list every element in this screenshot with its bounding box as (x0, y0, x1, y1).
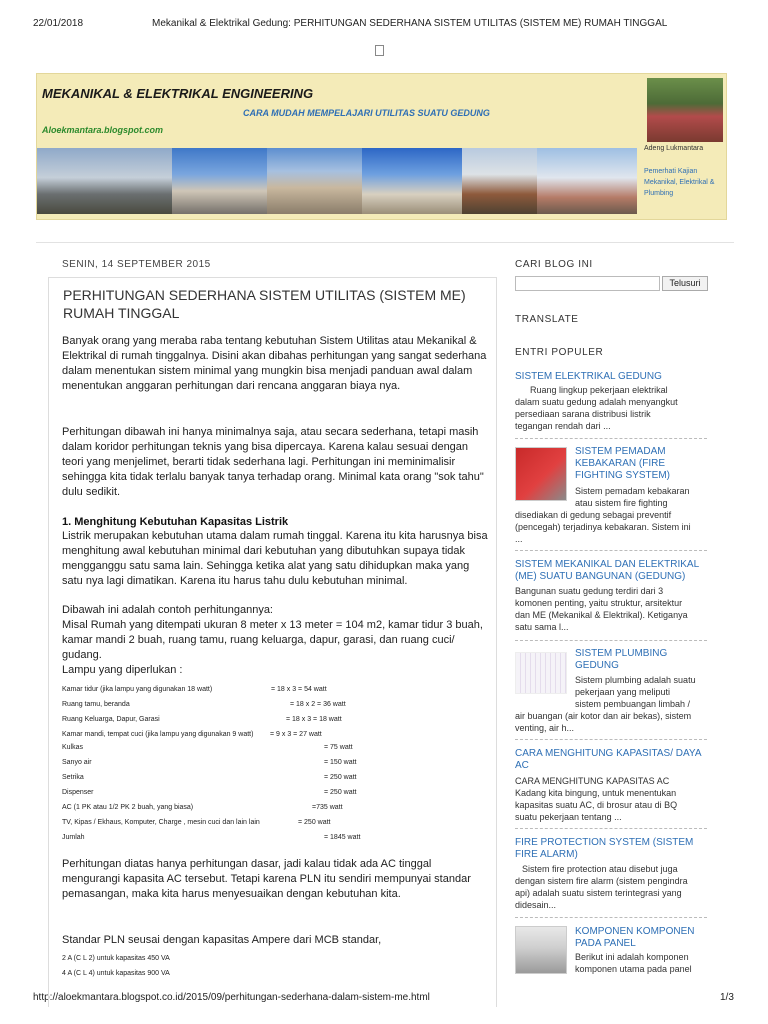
entry-divider (515, 550, 707, 551)
popular-post-link[interactable]: FIRE PROTECTION SYSTEM (SISTEM FIRE ALARM) (515, 837, 694, 860)
blog-url-text: Aloekmantara.blogspot.com (42, 125, 164, 135)
popular-post-link[interactable]: SISTEM PLUMBING GEDUNG (575, 648, 668, 671)
entry-divider (515, 640, 707, 641)
entry-divider (515, 828, 707, 829)
building-photo-2 (362, 148, 462, 214)
table-row: Ruang tamu, beranda = 18 x 2 = 36 watt (62, 701, 346, 708)
popular-post-snippet: Sistem plumbing adalah suatu pekerjaan yang meliputi sistem pembuangan limbah / air buangan (air kotor dan air bekas), sistem venting, air h... (515, 675, 696, 733)
search-heading: CARI BLOG INI (515, 259, 593, 270)
print-url: http://aloekmantara.blogspot.co.id/2015/09/perhitungan-sederhana-dalam-sistem-me.html (33, 992, 430, 1003)
blog-header-banner[interactable] (36, 73, 727, 220)
popular-post-link[interactable]: SISTEM PEMADAM KEBAKARAN (FIRE FIGHTING SYSTEM) (575, 446, 670, 481)
translate-heading: TRANSLATE (515, 314, 579, 325)
popular-post-link[interactable]: SISTEM MEKANIKAL DAN ELEKTRIKAL (ME) SUATU BANGUNAN (GEDUNG) (515, 559, 699, 582)
entry-divider (515, 917, 707, 918)
post-paragraph-4: Dibawah ini adalah contoh perhitungannya: Misal Rumah yang ditempati ukuran 8 meter x 13 meter = 104 m2, kamar tidur 3 buah, kamar mandi 2 buah, ruang tamu, ruang keluarga, dapur, garasi, dan ruang cuci/ gudang. Lampu yang diperlukan : (62, 604, 483, 676)
building-photo-4 (537, 148, 637, 214)
table-row: Jumlah = 1845 watt (62, 834, 361, 841)
table-row: Kamar mandi, tempat cuci (jika lampu yang digunakan 9 watt) = 9 x 3 = 27 watt (62, 731, 322, 738)
table-row: TV, Kipas / Ekhaus, Komputer, Charge , mesin cuci dan lain lain = 250 watt (62, 819, 331, 826)
content-divider (36, 242, 734, 243)
popular-posts-heading: ENTRI POPULER (515, 347, 604, 358)
circuit-breaker-thumbnail[interactable] (515, 926, 567, 974)
popular-post-link[interactable]: KOMPONEN KOMPONEN PADA PANEL (575, 926, 695, 949)
lamp-table (62, 682, 492, 742)
print-page-number: 1/3 (720, 992, 734, 1003)
author-description: Pemerhati Kajian Mekanikal, Elektrikal & Plumbing (644, 168, 715, 197)
post-paragraph-6: Standar PLN seusai dengan kapasitas Ampere dari MCB standar, (62, 934, 382, 946)
popular-post-snippet: Sistem fire protection atau disebut juga dengan sistem fire alarm (sistem pengindra api) adalah suatu sistem terintegrasi yang didesain... (515, 864, 688, 910)
post-paragraph-5: Perhitungan diatas hanya perhitungan dasar, jadi kalau tidak ada AC tinggal mengurangi kapasita AC tersebut. Tetapi karena PLN itu sendiri mempunyai standar pemasangan, maka kita harus menyesuaikan dengan kebutuhan kita. (62, 858, 471, 900)
author-name: Adeng Lukmantara (644, 145, 704, 152)
list-item: 2 A (C L 2) untuk kapasitas 450 VA (62, 955, 170, 962)
table-row: AC (1 PK atau 1/2 PK 2 buah, yang biasa) =735 watt (62, 804, 343, 811)
popular-post-snippet: Berikut ini adalah komponen komponen utama pada panel (575, 952, 692, 974)
section-heading: 1. Menghitung Kebutuhan Kapasitas Listrik (62, 516, 289, 528)
building-photo-1 (172, 148, 267, 214)
pln-list (62, 951, 170, 981)
search-button[interactable]: Telusuri (662, 276, 708, 291)
table-row: Kulkas = 75 watt (62, 744, 353, 751)
post-paragraph-2: Perhitungan dibawah ini hanya minimalnya saja, atau secara sederhana, tetapi masih dalam koridor perhitungan teknis yang bisa dipercaya. Karena kalau sesuai dengan teori yang menjelimet, berarti tidak sederhana lagi. Perhitungan ini meminimalisir sehingga kita tidak terlalu banyak tanya terhadap orang. Minimal kata orang "sok tahu" dulu sedikit. (62, 426, 484, 498)
table-row: Ruang Keluarga, Dapur, Garasi = 18 x 3 = 18 watt (62, 716, 342, 723)
airport-photo (37, 148, 172, 214)
popular-post-link[interactable]: SISTEM ELEKTRIKAL GEDUNG (515, 371, 662, 382)
print-date: 22/01/2018 (33, 18, 84, 29)
entry-divider (515, 438, 707, 439)
blog-title[interactable]: MEKANIKAL & ELEKTRIKAL ENGINEERING (42, 86, 314, 101)
apartment-photo (267, 148, 362, 214)
popular-post-snippet: Ruang lingkup pekerjaan elektrikal dalam suatu gedung adalah menyangkut persediaan sarana distribusi listrik tegangan rendah dari ... (515, 385, 678, 431)
post-paragraph-1: Banyak orang yang meraba raba tentang kebutuhan Sistem Utilitas atau Mekanikal & Elektrikal di rumah tinggalnya. Disini akan dibahas perhitungan yang sangat sederhana dalam menentukan sistem minimal yang mungkin bisa menjadi panduan awal dalam menentukan anggaran perhitungan dari rencana anggaran biaya nya. (62, 335, 487, 392)
table-row: Dispenser = 250 watt (62, 789, 357, 796)
entry-divider (515, 739, 707, 740)
building-photo-3 (462, 148, 537, 214)
building-photo-strip (37, 148, 637, 214)
popular-post-link[interactable]: CARA MENGHITUNG KAPASITAS/ DAYA AC (515, 748, 701, 771)
list-item: 4 A (C L 4) untuk kapasitas 900 VA (62, 970, 170, 977)
search-input[interactable] (515, 276, 660, 291)
blog-tagline: CARA MUDAH MEMPELAJARI UTILITAS SUATU GEDUNG (243, 108, 490, 118)
popular-post-snippet: Bangunan suatu gedung terdiri dari 3 komonen penting, yaitu struktur, arsitektur dan ME (Mekanikal & Elektrikal). Ketiganya satu sama l... (515, 586, 688, 632)
author-avatar[interactable] (647, 78, 723, 142)
post-date: SENIN, 14 SEPTEMBER 2015 (62, 259, 211, 270)
popular-post-snippet: CARA MENGHITUNG KAPASITAS AC Kadang kita bingung, untuk menentukan kapasitas suatu AC, di brosur atau di BQ suatu pekerjaan tentang ... (515, 776, 678, 822)
appliance-table (62, 740, 492, 845)
popular-post-snippet: Sistem pemadam kebakaran atau sistem fire fighting disediakan di gedung sebagai preventif (pencegah) terjadinya kebakaran. Sistem ini ... (515, 486, 691, 544)
post-title[interactable]: PERHITUNGAN SEDERHANA SISTEM UTILITAS (SISTEM ME) RUMAH TINGGAL (63, 287, 466, 321)
post-paragraph-3: Listrik merupakan kebutuhan utama dalam rumah tinggal. Karena itu kita harusnya bisa menghitung awal kebutuhan minimal dari kebutuhan yang dibutuhkan supaya tidak mengganggu satu sama lain. Sehingga ketika alat yang satu dihidupkan maka yang satu nya lagi dimatikan. Karena itu harus tahu dulu kebutuhan minimal. (62, 530, 488, 587)
table-row: Kamar tidur (jika lampu yang digunakan 18 watt) = 18 x 3 = 54 watt (62, 686, 327, 693)
table-row: Sanyo air = 150 watt (62, 759, 357, 766)
print-title: Mekanikal & Elektrikal Gedung: PERHITUNGAN SEDERHANA SISTEM UTILITAS (SISTEM ME) RUMAH TINGGAL (152, 18, 668, 29)
document-icon (375, 45, 384, 56)
table-row: Setrika = 250 watt (62, 774, 357, 781)
